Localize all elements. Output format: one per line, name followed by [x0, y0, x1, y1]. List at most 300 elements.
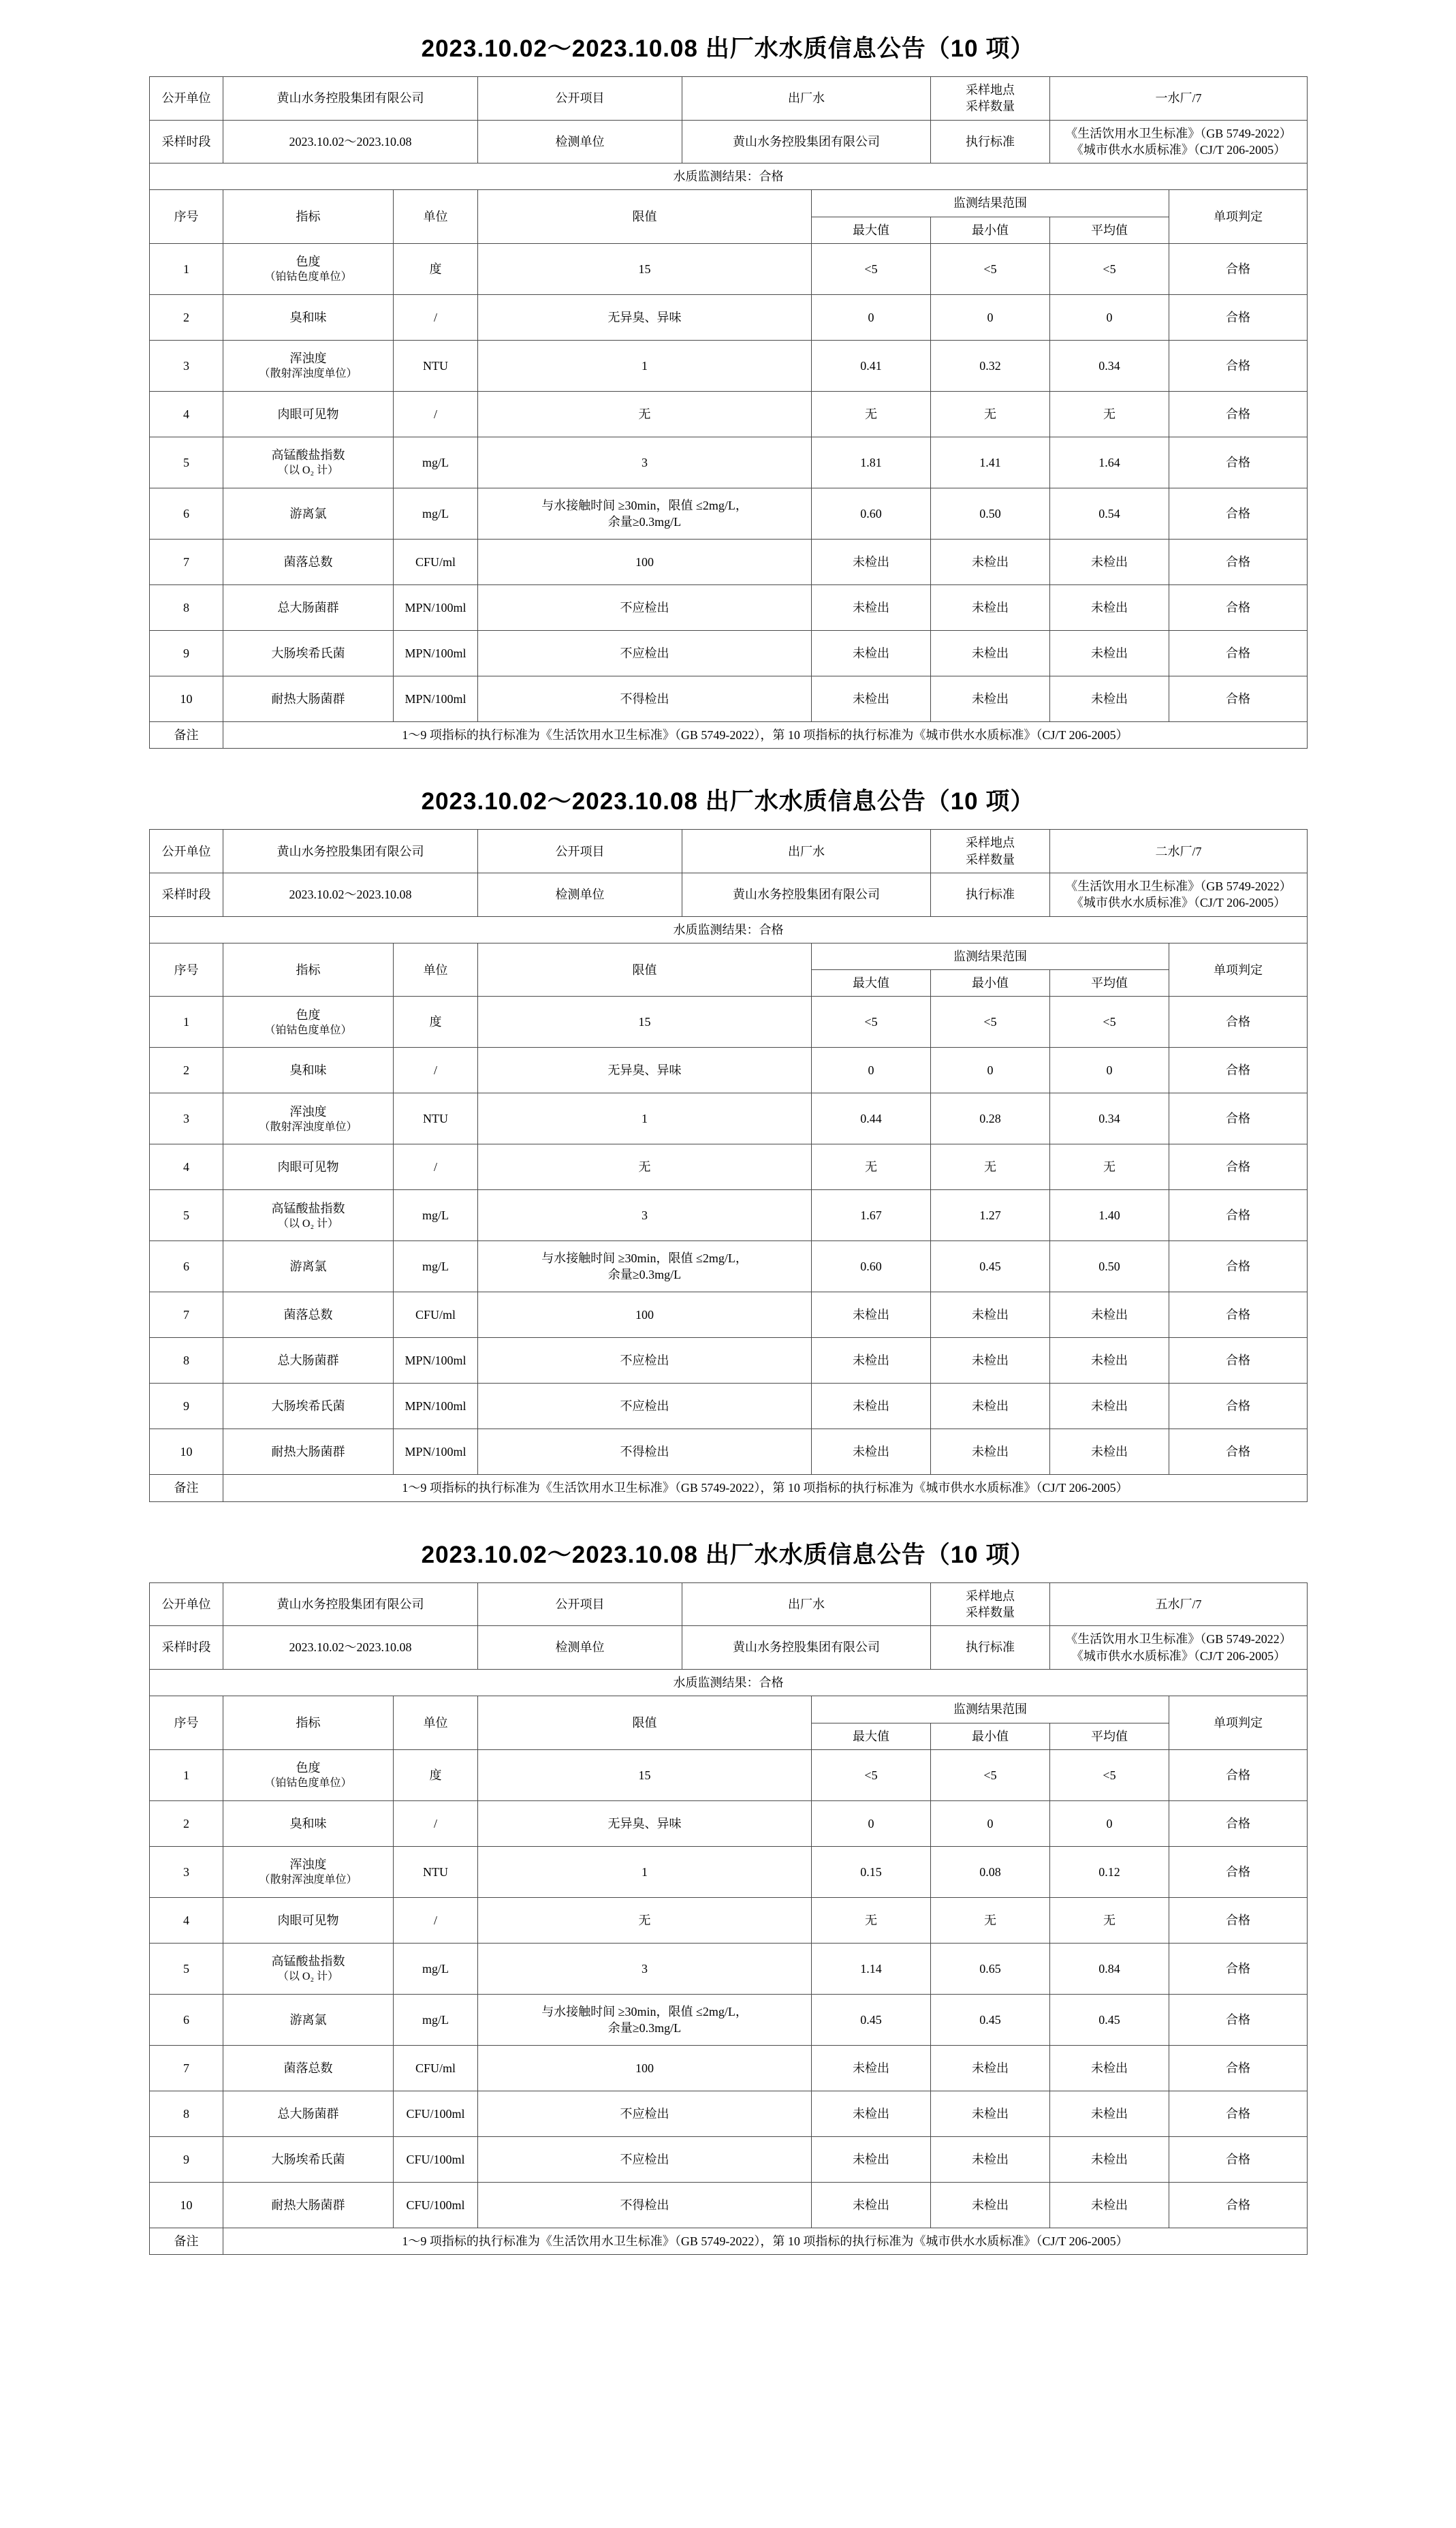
col-min: 最小值	[931, 217, 1050, 243]
standard-line-1: 《生活饮用水卫生标准》（GB 5749-2022）	[1065, 879, 1292, 893]
cell-limit: 不应检出	[478, 1384, 812, 1429]
cell-min: 0.65	[931, 1943, 1050, 1994]
cell-limit: 不得检出	[478, 2182, 812, 2228]
cell-index: 8	[150, 1338, 223, 1384]
cell-unit: /	[394, 295, 478, 341]
table-row	[150, 540, 1308, 585]
cell-max: 0.44	[812, 1093, 931, 1144]
cell-avg: 未检出	[1050, 585, 1169, 631]
cell-index: 6	[150, 1241, 223, 1292]
report-table	[149, 829, 1308, 1501]
sampling-site-count-label	[931, 830, 1050, 873]
cell-limit: 15	[478, 997, 812, 1048]
table-row	[150, 2091, 1308, 2136]
cell-max: 0.60	[812, 1241, 931, 1292]
cell-limit: 不应检出	[478, 585, 812, 631]
cell-max: 1.14	[812, 1943, 931, 1994]
cell-limit: 无异臭、异味	[478, 1800, 812, 1846]
cell-min: 未检出	[931, 2045, 1050, 2091]
cell-max: 未检出	[812, 2045, 931, 2091]
cell-unit: 度	[394, 997, 478, 1048]
cell-min: 未检出	[931, 1384, 1050, 1429]
col-range-group: 监测结果范围	[812, 943, 1169, 969]
cell-limit: 不应检出	[478, 631, 812, 676]
cell-limit: 不得检出	[478, 1429, 812, 1475]
cell-avg: 未检出	[1050, 2045, 1169, 2091]
project-value: 出厂水	[682, 1582, 931, 1626]
cell-verdict: 合格	[1169, 1338, 1308, 1384]
cell-item	[223, 437, 394, 488]
cell-verdict: 合格	[1169, 244, 1308, 295]
cell-avg: 0	[1050, 1048, 1169, 1093]
period-label: 采样时段	[150, 120, 223, 163]
cell-min: <5	[931, 997, 1050, 1048]
standard-value	[1050, 120, 1308, 163]
cell-item: 游离氯	[223, 488, 394, 540]
cell-item-line1: 色度	[296, 255, 321, 269]
cell-verdict: 合格	[1169, 437, 1308, 488]
cell-item-line1: 高锰酸盐指数	[271, 448, 345, 463]
cell-index: 10	[150, 2182, 223, 2228]
table-row	[150, 1144, 1308, 1190]
cell-min: 未检出	[931, 2136, 1050, 2182]
cell-max: 0.41	[812, 341, 931, 392]
cell-unit: /	[394, 1800, 478, 1846]
cell-verdict: 合格	[1169, 1241, 1308, 1292]
remark-label: 备注	[150, 722, 223, 749]
cell-item-line1: 色度	[296, 1760, 321, 1775]
table-row	[150, 244, 1308, 295]
cell-avg: 0.84	[1050, 1943, 1169, 1994]
water-quality-report	[149, 19, 1307, 749]
cell-limit: 100	[478, 1292, 812, 1338]
cell-avg: <5	[1050, 244, 1169, 295]
cell-limit: 3	[478, 437, 812, 488]
cell-limit: 15	[478, 244, 812, 295]
cell-unit: MPN/100ml	[394, 631, 478, 676]
cell-limit: 不应检出	[478, 2136, 812, 2182]
cell-item	[223, 244, 394, 295]
table-row	[150, 585, 1308, 631]
period-value: 2023.10.02～2023.10.08	[223, 120, 478, 163]
cell-item-line1: 色度	[296, 1008, 321, 1022]
cell-item-line2: （以 O₂ 计）	[277, 465, 339, 477]
testing-unit-value: 黄山水务控股集团有限公司	[682, 873, 931, 916]
page-title: 2023.10.02～2023.10.08 出厂水水质信息公告（10 项）	[421, 1541, 1035, 1568]
table-row	[150, 488, 1308, 540]
cell-item	[223, 1190, 394, 1241]
cell-item: 菌落总数	[223, 2045, 394, 2091]
cell-max: 未检出	[812, 585, 931, 631]
cell-index: 1	[150, 244, 223, 295]
cell-index: 5	[150, 437, 223, 488]
cell-item: 大肠埃希氏菌	[223, 1384, 394, 1429]
table-row	[150, 1338, 1308, 1384]
cell-avg: 未检出	[1050, 2091, 1169, 2136]
table-row	[150, 2182, 1308, 2228]
cell-item: 肉眼可见物	[223, 1144, 394, 1190]
cell-avg: 未检出	[1050, 1292, 1169, 1338]
cell-unit: MPN/100ml	[394, 676, 478, 722]
cell-unit: mg/L	[394, 1943, 478, 1994]
cell-unit: mg/L	[394, 1190, 478, 1241]
cell-limit: 无异臭、异味	[478, 1048, 812, 1093]
col-max: 最大值	[812, 217, 931, 243]
cell-min: <5	[931, 1749, 1050, 1800]
cell-min: 未检出	[931, 1292, 1050, 1338]
cell-avg: 0	[1050, 295, 1169, 341]
cell-verdict: 合格	[1169, 2091, 1308, 2136]
sampling-site-value: 五水厂/7	[1050, 1582, 1308, 1626]
testing-unit-label: 检测单位	[478, 1626, 682, 1670]
table-row	[150, 392, 1308, 437]
cell-index: 5	[150, 1943, 223, 1994]
cell-verdict: 合格	[1169, 341, 1308, 392]
cell-item-line2: （散射浑浊度单位）	[259, 1874, 358, 1886]
cell-min: 0.28	[931, 1093, 1050, 1144]
cell-index: 8	[150, 585, 223, 631]
project-label: 公开项目	[478, 77, 682, 121]
cell-index: 10	[150, 676, 223, 722]
col-unit: 单位	[394, 190, 478, 244]
cell-unit: CFU/100ml	[394, 2182, 478, 2228]
cell-unit: MPN/100ml	[394, 1429, 478, 1475]
cell-index: 9	[150, 631, 223, 676]
cell-verdict: 合格	[1169, 488, 1308, 540]
discloser-label: 公开单位	[150, 1582, 223, 1626]
cell-max: 1.67	[812, 1190, 931, 1241]
cell-limit: 3	[478, 1190, 812, 1241]
cell-limit-line2: 余量≥0.3mg/L	[607, 2020, 682, 2035]
discloser-value: 黄山水务控股集团有限公司	[223, 77, 478, 121]
cell-avg: <5	[1050, 1749, 1169, 1800]
cell-limit: 100	[478, 2045, 812, 2091]
cell-unit: mg/L	[394, 488, 478, 540]
cell-max: 0	[812, 1048, 931, 1093]
sampling-site-value: 二水厂/7	[1050, 830, 1308, 873]
cell-avg: 0.54	[1050, 488, 1169, 540]
result-banner: 水质监测结果：合格	[150, 1669, 1308, 1696]
cell-unit: NTU	[394, 1093, 478, 1144]
cell-item	[223, 1943, 394, 1994]
cell-min: 未检出	[931, 676, 1050, 722]
cell-verdict: 合格	[1169, 540, 1308, 585]
standard-label: 执行标准	[931, 873, 1050, 916]
cell-unit: mg/L	[394, 1994, 478, 2045]
cell-min: 0.08	[931, 1846, 1050, 1897]
table-row	[150, 676, 1308, 722]
table-row	[150, 2045, 1308, 2091]
cell-index: 6	[150, 1994, 223, 2045]
cell-avg: 无	[1050, 1144, 1169, 1190]
project-label: 公开项目	[478, 830, 682, 873]
cell-item: 臭和味	[223, 1800, 394, 1846]
cell-avg: 1.64	[1050, 437, 1169, 488]
cell-limit: 无	[478, 392, 812, 437]
cell-index: 7	[150, 2045, 223, 2091]
sampling-count-label: 采样数量	[966, 1606, 1015, 1620]
page-title: 2023.10.02～2023.10.08 出厂水水质信息公告（10 项）	[421, 35, 1035, 62]
report-table	[149, 76, 1308, 749]
col-unit: 单位	[394, 1696, 478, 1750]
cell-avg: 未检出	[1050, 540, 1169, 585]
cell-avg: 1.40	[1050, 1190, 1169, 1241]
cell-item: 菌落总数	[223, 1292, 394, 1338]
cell-unit: CFU/100ml	[394, 2136, 478, 2182]
cell-unit: 度	[394, 244, 478, 295]
cell-limit: 100	[478, 540, 812, 585]
col-limit: 限值	[478, 1696, 812, 1750]
sampling-count-label: 采样数量	[966, 852, 1015, 867]
cell-unit: 度	[394, 1749, 478, 1800]
cell-item: 臭和味	[223, 1048, 394, 1093]
cell-verdict: 合格	[1169, 1429, 1308, 1475]
cell-item-line2: （散射浑浊度单位）	[259, 368, 358, 380]
table-row	[150, 1897, 1308, 1943]
cell-min: 1.27	[931, 1190, 1050, 1241]
cell-item	[223, 1749, 394, 1800]
cell-item-line2: （散射浑浊度单位）	[259, 1121, 358, 1133]
cell-unit: CFU/100ml	[394, 2091, 478, 2136]
sampling-site-label: 采样地点	[966, 1589, 1015, 1603]
cell-verdict: 合格	[1169, 1048, 1308, 1093]
cell-unit: /	[394, 1048, 478, 1093]
water-quality-report	[149, 772, 1307, 1501]
cell-max: <5	[812, 1749, 931, 1800]
cell-max: 0	[812, 1800, 931, 1846]
cell-limit	[478, 488, 812, 540]
col-unit: 单位	[394, 943, 478, 997]
cell-avg: 0	[1050, 1800, 1169, 1846]
col-min: 最小值	[931, 970, 1050, 997]
cell-unit: CFU/ml	[394, 1292, 478, 1338]
table-row	[150, 1943, 1308, 1994]
cell-index: 1	[150, 997, 223, 1048]
cell-min: 无	[931, 1144, 1050, 1190]
sampling-count-label: 采样数量	[966, 99, 1015, 114]
cell-unit: NTU	[394, 341, 478, 392]
cell-min: 未检出	[931, 1338, 1050, 1384]
cell-item: 总大肠菌群	[223, 2091, 394, 2136]
project-value: 出厂水	[682, 77, 931, 121]
col-verdict: 单项判定	[1169, 190, 1308, 244]
cell-min: 1.41	[931, 437, 1050, 488]
sampling-site-count-label	[931, 1582, 1050, 1626]
cell-item	[223, 1846, 394, 1897]
cell-limit-line2: 余量≥0.3mg/L	[607, 515, 682, 529]
cell-max: 0.15	[812, 1846, 931, 1897]
cell-avg: 无	[1050, 1897, 1169, 1943]
cell-min: 未检出	[931, 2182, 1050, 2228]
cell-index: 7	[150, 540, 223, 585]
remark-label: 备注	[150, 1475, 223, 1501]
col-avg: 平均值	[1050, 970, 1169, 997]
col-verdict: 单项判定	[1169, 1696, 1308, 1750]
table-row	[150, 1241, 1308, 1292]
cell-index: 9	[150, 1384, 223, 1429]
cell-limit-line1: 与水接触时间 ≥30min，限值 ≤2mg/L，	[541, 1251, 748, 1266]
cell-verdict: 合格	[1169, 631, 1308, 676]
cell-unit: CFU/ml	[394, 540, 478, 585]
cell-limit: 无	[478, 1897, 812, 1943]
cell-avg: 未检出	[1050, 631, 1169, 676]
cell-verdict: 合格	[1169, 1943, 1308, 1994]
cell-limit: 无异臭、异味	[478, 295, 812, 341]
cell-avg: <5	[1050, 997, 1169, 1048]
cell-index: 10	[150, 1429, 223, 1475]
project-value: 出厂水	[682, 830, 931, 873]
remark-row	[150, 722, 1308, 749]
cell-max: <5	[812, 244, 931, 295]
testing-unit-label: 检测单位	[478, 120, 682, 163]
cell-limit	[478, 1241, 812, 1292]
cell-avg: 未检出	[1050, 676, 1169, 722]
cell-verdict: 合格	[1169, 2136, 1308, 2182]
testing-unit-value: 黄山水务控股集团有限公司	[682, 120, 931, 163]
cell-item: 大肠埃希氏菌	[223, 631, 394, 676]
cell-item: 总大肠菌群	[223, 1338, 394, 1384]
table-row	[150, 437, 1308, 488]
cell-limit-line2: 余量≥0.3mg/L	[607, 1268, 682, 1282]
period-label: 采样时段	[150, 1626, 223, 1670]
cell-min: 0.45	[931, 1994, 1050, 2045]
remark-label: 备注	[150, 2228, 223, 2254]
cell-min: 0.45	[931, 1241, 1050, 1292]
table-row	[150, 2136, 1308, 2182]
cell-index: 9	[150, 2136, 223, 2182]
cell-max: 未检出	[812, 2182, 931, 2228]
cell-verdict: 合格	[1169, 1144, 1308, 1190]
cell-avg: 0.34	[1050, 1093, 1169, 1144]
cell-item: 耐热大肠菌群	[223, 2182, 394, 2228]
cell-limit: 1	[478, 341, 812, 392]
cell-verdict: 合格	[1169, 1994, 1308, 2045]
cell-min: 未检出	[931, 1429, 1050, 1475]
col-avg: 平均值	[1050, 1723, 1169, 1749]
remark-row	[150, 1475, 1308, 1501]
cell-verdict: 合格	[1169, 1190, 1308, 1241]
standard-label: 执行标准	[931, 1626, 1050, 1670]
cell-verdict: 合格	[1169, 1292, 1308, 1338]
col-item: 指标	[223, 190, 394, 244]
cell-min: 无	[931, 1897, 1050, 1943]
table-row	[150, 1429, 1308, 1475]
cell-limit: 1	[478, 1846, 812, 1897]
standard-line-1: 《生活饮用水卫生标准》（GB 5749-2022）	[1065, 1632, 1292, 1647]
cell-min: <5	[931, 244, 1050, 295]
cell-unit: /	[394, 1144, 478, 1190]
cell-index: 6	[150, 488, 223, 540]
sampling-site-value: 一水厂/7	[1050, 77, 1308, 121]
remark-row	[150, 2228, 1308, 2254]
cell-unit: /	[394, 1897, 478, 1943]
cell-avg: 未检出	[1050, 1384, 1169, 1429]
period-value: 2023.10.02～2023.10.08	[223, 1626, 478, 1670]
period-label: 采样时段	[150, 873, 223, 916]
col-avg: 平均值	[1050, 217, 1169, 243]
cell-avg: 0.12	[1050, 1846, 1169, 1897]
table-row	[150, 1846, 1308, 1897]
cell-item-line2: （铂钴色度单位）	[264, 1024, 352, 1036]
cell-item-line1: 浑浊度	[289, 1104, 327, 1119]
cell-index: 2	[150, 295, 223, 341]
cell-max: 1.81	[812, 437, 931, 488]
cell-min: 未检出	[931, 631, 1050, 676]
cell-max: 0.60	[812, 488, 931, 540]
cell-max: 0	[812, 295, 931, 341]
table-row	[150, 1384, 1308, 1429]
cell-min: 0	[931, 295, 1050, 341]
table-row	[150, 1048, 1308, 1093]
report-table	[149, 1582, 1308, 2255]
cell-index: 3	[150, 1093, 223, 1144]
col-limit: 限值	[478, 190, 812, 244]
cell-item-line2: （以 O₂ 计）	[277, 1217, 339, 1230]
sampling-site-label: 采样地点	[966, 83, 1015, 97]
cell-item	[223, 997, 394, 1048]
cell-limit-line1: 与水接触时间 ≥30min，限值 ≤2mg/L，	[541, 2004, 748, 2018]
cell-verdict: 合格	[1169, 1897, 1308, 1943]
cell-min: 0	[931, 1800, 1050, 1846]
cell-unit: NTU	[394, 1846, 478, 1897]
cell-index: 8	[150, 2091, 223, 2136]
col-index: 序号	[150, 943, 223, 997]
discloser-value: 黄山水务控股集团有限公司	[223, 1582, 478, 1626]
cell-index: 5	[150, 1190, 223, 1241]
cell-min: 无	[931, 392, 1050, 437]
cell-unit: CFU/ml	[394, 2045, 478, 2091]
cell-avg: 0.50	[1050, 1241, 1169, 1292]
col-index: 序号	[150, 1696, 223, 1750]
col-index: 序号	[150, 190, 223, 244]
cell-index: 1	[150, 1749, 223, 1800]
cell-item: 肉眼可见物	[223, 392, 394, 437]
cell-verdict: 合格	[1169, 585, 1308, 631]
standard-label: 执行标准	[931, 120, 1050, 163]
cell-min: 0	[931, 1048, 1050, 1093]
cell-index: 4	[150, 392, 223, 437]
result-banner: 水质监测结果：合格	[150, 163, 1308, 190]
cell-avg: 未检出	[1050, 2136, 1169, 2182]
cell-item	[223, 1093, 394, 1144]
testing-unit-value: 黄山水务控股集团有限公司	[682, 1626, 931, 1670]
cell-limit: 无	[478, 1144, 812, 1190]
remark-text: 1～9 项指标的执行标准为《生活饮用水卫生标准》（GB 5749-2022），第 10 项指标的执行标准为《城市供水水质标准》（CJ/T 206-2005）	[223, 2228, 1308, 2254]
cell-index: 2	[150, 1800, 223, 1846]
cell-avg: 0.45	[1050, 1994, 1169, 2045]
cell-item: 总大肠菌群	[223, 585, 394, 631]
cell-index: 3	[150, 1846, 223, 1897]
standard-value	[1050, 1626, 1308, 1670]
sampling-site-count-label	[931, 77, 1050, 121]
table-row	[150, 997, 1308, 1048]
cell-item-line1: 高锰酸盐指数	[271, 1201, 345, 1215]
cell-limit: 1	[478, 1093, 812, 1144]
cell-item-line1: 浑浊度	[289, 352, 327, 366]
cell-limit	[478, 1994, 812, 2045]
cell-item: 耐热大肠菌群	[223, 676, 394, 722]
cell-unit: mg/L	[394, 1241, 478, 1292]
cell-limit: 3	[478, 1943, 812, 1994]
cell-index: 4	[150, 1897, 223, 1943]
table-row	[150, 1190, 1308, 1241]
cell-min: 未检出	[931, 585, 1050, 631]
cell-item-line1: 高锰酸盐指数	[271, 1954, 345, 1968]
cell-max: 未检出	[812, 631, 931, 676]
cell-avg: 无	[1050, 392, 1169, 437]
cell-verdict: 合格	[1169, 1384, 1308, 1429]
cell-index: 4	[150, 1144, 223, 1190]
